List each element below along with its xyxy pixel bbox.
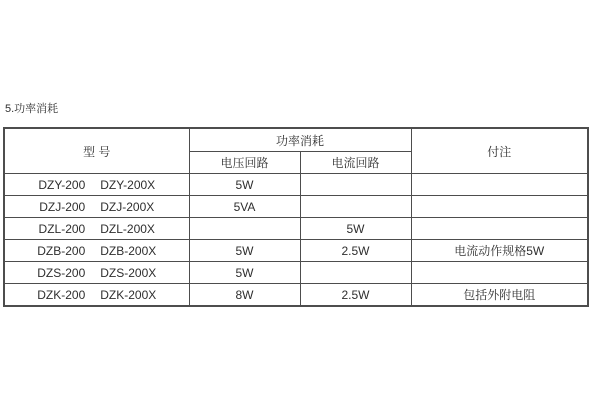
column-header-notes: 付注 (411, 128, 588, 174)
model-name-x: DZL-200X (100, 221, 155, 236)
voltage-cell (189, 218, 300, 240)
table-row (4, 196, 588, 218)
voltage-cell: 5VA (189, 196, 300, 218)
voltage-cell: 8W (189, 284, 300, 307)
voltage-cell: 5W (189, 174, 300, 196)
model-cell (4, 196, 189, 218)
table-row (4, 284, 588, 307)
power-consumption-table (3, 127, 589, 307)
column-header-model: 型 号 (4, 128, 189, 174)
model-name-x: DZB-200X (100, 243, 157, 258)
current-cell: 2.5W (300, 284, 411, 307)
table-row (4, 218, 588, 240)
model-cell (4, 284, 189, 307)
model-name-x: DZY-200X (100, 177, 156, 192)
model-name-x: DZK-200X (100, 287, 157, 302)
model-name-x: DZJ-200X (100, 199, 155, 214)
current-cell (300, 196, 411, 218)
current-cell: 2.5W (300, 240, 411, 262)
table-header-row-1 (4, 128, 588, 152)
current-cell (300, 262, 411, 284)
column-header-power-group: 功率消耗 (189, 128, 411, 152)
table-row (4, 174, 588, 196)
note-cell (411, 262, 588, 284)
model-name-x: DZS-200X (100, 265, 157, 280)
model-cell (4, 262, 189, 284)
note-cell: 电流动作规格5W (411, 240, 588, 262)
section-heading: 5.功率消耗 (5, 103, 59, 115)
model-cell (4, 218, 189, 240)
model-name: DZY-200 (38, 177, 86, 192)
note-cell (411, 174, 588, 196)
model-cell (4, 174, 189, 196)
column-header-voltage-circuit: 电压回路 (189, 152, 300, 174)
current-cell: 5W (300, 218, 411, 240)
column-header-current-circuit: 电流回路 (300, 152, 411, 174)
model-name: DZL-200 (38, 221, 86, 236)
current-cell (300, 174, 411, 196)
model-name: DZK-200 (37, 287, 86, 302)
table-row (4, 262, 588, 284)
model-name: DZJ-200 (39, 199, 86, 214)
model-cell (4, 240, 189, 262)
voltage-cell: 5W (189, 262, 300, 284)
note-cell (411, 196, 588, 218)
model-name: DZB-200 (37, 243, 86, 258)
table-row (4, 240, 588, 262)
model-name: DZS-200 (37, 265, 86, 280)
note-cell (411, 218, 588, 240)
note-cell: 包括外附电阻 (411, 284, 588, 307)
voltage-cell: 5W (189, 240, 300, 262)
